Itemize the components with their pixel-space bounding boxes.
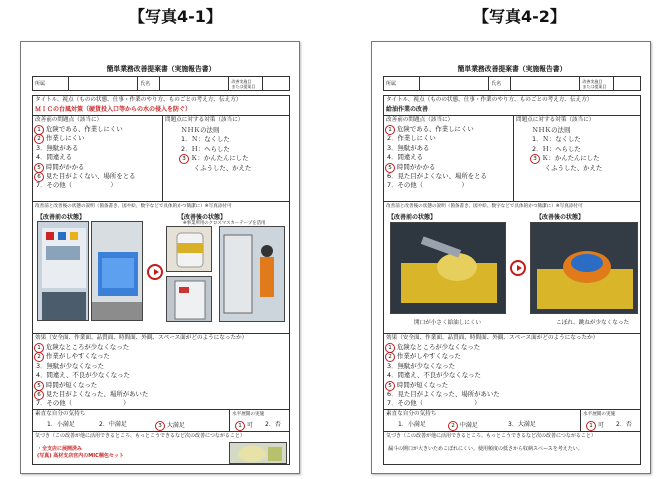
effect-label: 効果（安全面、作業面、品質面、時間面、外観、スペース面がどのようになったか） <box>386 335 599 341</box>
description-label: 改善前と改善後の状態の説明（箇条書き、図や絵、数字などで具体的かつ簡潔に）※写真添付可 <box>35 204 232 209</box>
spread-option: 2．否 <box>616 421 632 428</box>
problem-item: 5 時間がかかる <box>387 163 487 172</box>
problem-item: 7．その他（ ） <box>387 181 468 190</box>
after-note: ※事業所用のクロスマスカーテープを活用 <box>183 221 266 226</box>
before-photo-1 <box>37 221 89 321</box>
form-title: 簡単業務改善提案書（実施報告書） <box>106 65 216 73</box>
form-body <box>383 95 641 465</box>
feel-option: 1．小満足 <box>398 421 426 428</box>
before-caption: 開口が小さく給油しにくい <box>414 320 482 326</box>
problem-item: 2．作業しにくい <box>387 134 436 143</box>
feel-label: 素直な自分の気持ち <box>35 411 86 417</box>
method-item: くふうした、かえた <box>532 163 603 172</box>
effect-label: 効果（安全面、作業面、品質面、時間面、外観、スペース面がどのようになったか） <box>35 335 248 341</box>
name-label: 氏名 <box>489 77 511 90</box>
notice-row <box>33 432 289 466</box>
method-head: ＮＨＫの法則 <box>532 126 571 134</box>
before-photo-2 <box>91 221 143 321</box>
problem-row <box>384 116 640 202</box>
title-value: ＭＩＣの台風対策（硬貨投入口等からの水の侵入を防ぐ） <box>35 106 192 113</box>
effect-list <box>387 343 500 409</box>
problem-item: 1 危険である、作業しにくい <box>36 125 136 134</box>
spread-option: 2．否 <box>265 421 281 428</box>
method-list <box>181 126 251 173</box>
notice-row <box>384 432 640 466</box>
notice-text: 漏斗の開口が大きいためこぼれにくい。使用頻度の低さから収納スペースを考えたい。 <box>388 446 583 452</box>
effect-item: 2 作業がしやすくなった <box>36 352 148 361</box>
notice-label: 気づき（この改善が他に活用できるところ、もっとこうできるなど次の改善につながること） <box>35 433 245 439</box>
effect-item: 3．無駄が少なくなった <box>36 361 104 370</box>
method-item: 2．Ｈ：へらした <box>181 144 230 153</box>
method-label: 問題点に対する対策（該当に） <box>516 117 595 123</box>
effect-item: 2 作業がしやすくなった <box>387 352 500 361</box>
arrow-icon <box>510 260 526 276</box>
form-title: 簡単業務改善提案書（実施報告書） <box>457 65 567 73</box>
description-label: 改善前と改善後の状態の説明（箇条書き、図や絵、数字などで具体的かつ簡潔に）※写真添付可 <box>386 204 583 209</box>
method-item: 3 Ｋ：かんたんにした <box>532 154 602 163</box>
feel-option: 3．大満足 <box>508 421 536 428</box>
effect-item: 7．その他（ ） <box>36 399 130 408</box>
spread-option: 1 可 <box>237 421 253 431</box>
method-item: 3 Ｋ：かんたんにした <box>181 154 251 163</box>
problem-item: 3．無駄がある <box>36 143 79 152</box>
feel-option: 2 中満足 <box>450 421 478 431</box>
before-label: 【改善前の状態】 <box>37 214 86 221</box>
effect-row <box>33 334 289 410</box>
description-row <box>33 202 289 334</box>
effect-item: 4．間違え、不良が少なくなった <box>36 371 130 380</box>
caption-left: 【写真4-1】 <box>129 7 222 26</box>
feel-label: 素直な自分の気持ち <box>386 411 437 417</box>
problem-list <box>36 125 136 191</box>
method-item: 1．Ｎ：なくした <box>181 135 230 144</box>
problem-item: 4．間違える <box>36 153 73 162</box>
effect-item: 1 危険なところが少なくなった <box>36 343 148 352</box>
effect-item: 6．見た目がよくなった、場所があいた <box>387 389 500 398</box>
problem-item: 2 作業しにくい <box>36 134 136 143</box>
problem-row <box>33 116 289 202</box>
after-photo <box>530 222 638 314</box>
notice-label: 気づき（この改善が他に活用できるところ、もっとこうできるなど次の改善につながること） <box>386 433 596 439</box>
notice-photo <box>229 442 287 464</box>
name-label: 氏名 <box>138 77 160 90</box>
after-photo-2 <box>166 276 212 322</box>
effect-item: 1 危険なところが少なくなった <box>387 343 500 352</box>
title-value: 給油作業の改善 <box>386 106 429 113</box>
effect-item: 6 見た目がよくなった、場所があいた <box>36 390 148 399</box>
after-caption: こぼれ、跳ねが少なくなった <box>556 320 630 326</box>
spread-label: 水平展開の実施 <box>232 412 265 417</box>
after-label: 【改善後の状態】 <box>536 214 585 221</box>
role-label: 改善実施目 または提案目 <box>580 77 614 90</box>
dept-label: 所属 <box>384 77 420 90</box>
caption-right: 【写真4-2】 <box>473 7 566 26</box>
problem-item: 3．無駄がある <box>387 143 430 152</box>
problem-item: 5 時間がかかる <box>36 163 136 172</box>
problem-item: 1 危険である、作業しにくい <box>387 125 487 134</box>
after-label: 【改善後の状態】 <box>178 214 227 221</box>
method-list <box>532 126 602 173</box>
effect-item: 5 時間が短くなった <box>36 381 148 390</box>
effect-list <box>36 343 148 409</box>
problem-item: 6．見た目がよくない、場所をとる <box>387 171 487 180</box>
feel-row <box>384 410 640 432</box>
title-row <box>33 96 289 116</box>
report-sheet-right <box>371 41 651 474</box>
problem-list <box>387 125 487 191</box>
title-label: タイトル、視点（ものの状態、仕事・作業のやり方、ものごとの考え方、伝え方） <box>386 97 593 103</box>
form-body <box>32 95 290 465</box>
effect-row <box>384 334 640 410</box>
dept-label: 所属 <box>33 77 69 90</box>
problem-item: 6 見た目がよくない、場所をとる <box>36 172 136 181</box>
title-row <box>384 96 640 116</box>
problem-item: 4．間違える <box>387 153 424 162</box>
effect-item: 7．その他（ ） <box>387 399 481 408</box>
header-row <box>32 76 290 91</box>
header-row <box>383 76 641 91</box>
feel-row <box>33 410 289 432</box>
feel-option: 3 大満足 <box>157 421 185 431</box>
feel-option: 2．中満足 <box>99 421 127 428</box>
before-label: 【改善前の状態】 <box>388 214 437 221</box>
effect-item: 3．無駄が少なくなった <box>387 361 455 370</box>
notice-text: (写真) 高材支店官内のMIC梱包セット <box>37 453 124 459</box>
notice-text: ・全支店に展開済み <box>37 446 83 452</box>
problem-item: 7．その他（ ） <box>36 181 117 190</box>
method-label: 問題点に対する対策（該当に） <box>165 117 244 123</box>
role-label: 改善実施目 または提案目 <box>229 77 263 90</box>
title-label: タイトル、視点（ものの状態、仕事・作業のやり方、ものごとの考え方、伝え方） <box>35 97 242 103</box>
effect-item: 4．間違え、不良が少なくなった <box>387 371 481 380</box>
spread-label: 水平展開の実施 <box>583 412 616 417</box>
after-photo-3 <box>219 226 285 322</box>
problem-label: 改善前の問題点（該当に） <box>35 117 103 123</box>
method-item: 2．Ｈ：へらした <box>532 144 581 153</box>
method-item: くふうした、かえた <box>181 163 252 172</box>
problem-label: 改善前の問題点（該当に） <box>386 117 454 123</box>
before-photo <box>390 222 506 314</box>
report-sheet-left <box>20 41 300 474</box>
effect-item: 5 時間が短くなった <box>387 381 500 390</box>
feel-option: 1．小満足 <box>47 421 75 428</box>
arrow-icon <box>147 264 163 280</box>
description-row <box>384 202 640 334</box>
method-item: 1．Ｎ：なくした <box>532 135 581 144</box>
after-photo-1 <box>166 226 212 272</box>
method-head: ＮＨＫの法則 <box>181 126 220 134</box>
spread-option: 1 可 <box>588 421 604 431</box>
